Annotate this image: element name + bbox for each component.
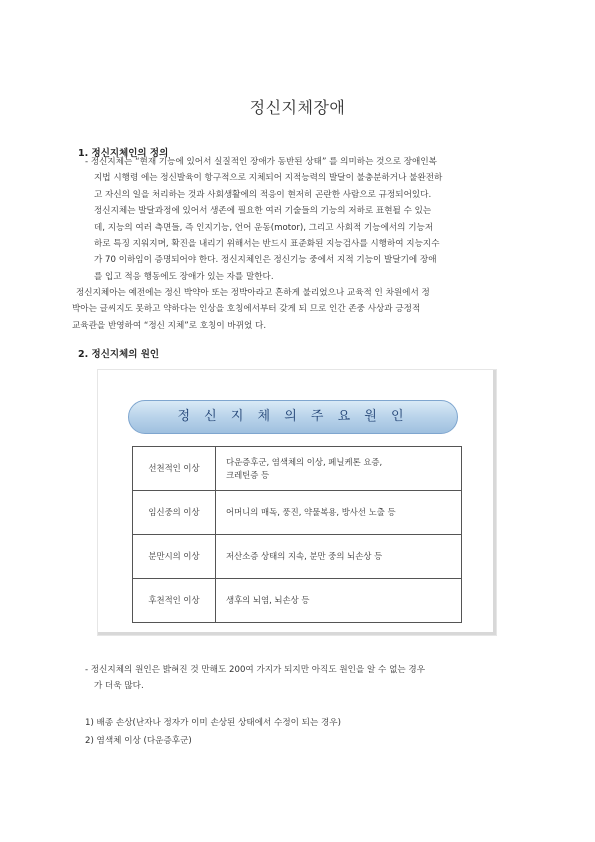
text-line: 정신지체는 발달과정에 있어서 생존에 필요한 여러 기술들의 기능의 저하로 표현될 수 있는: [94, 206, 432, 217]
causes-table: [132, 446, 462, 623]
text-line: 가 더욱 많다.: [94, 681, 144, 692]
text-line: 고 자신의 일을 처리하는 것과 사회생활에의 적응이 현저히 곤란한 사람으로 규정되어있다.: [94, 189, 432, 200]
cause-value: [216, 447, 462, 491]
definition-paragraph: [85, 154, 525, 285]
cause-label: 선천적인 이상: [133, 447, 216, 491]
cause-label: 임신중의 이상: [133, 491, 216, 535]
text-line: 교육관을 반영하여 “정신 지체”로 호칭이 바뀌었 다.: [72, 320, 267, 331]
cause-label: 후천적인 이상: [133, 579, 216, 623]
causes-figure: [98, 370, 496, 635]
page-title: 정신지체장애: [249, 98, 346, 117]
list-item: 1) 배종 손상(난자나 정자가 이미 손상된 상태에서 수정이 되는 경우): [85, 718, 341, 728]
section-1-heading: 1. 정신지체인의 정의: [78, 148, 169, 159]
text-line: - 정신지체의 원인은 밝혀진 것 만해도 200여 가지가 되지만 아직도 원인을 알 수 없는 경우: [85, 665, 426, 675]
cause-value: 어머니의 매독, 풍진, 약물복용, 방사선 노출 등: [216, 491, 462, 535]
table-row: [133, 579, 462, 623]
cause-value: 생후의 뇌염, 뇌손상 등: [216, 579, 462, 623]
figure-banner: 정 신 지 체 의 주 요 원 인: [128, 400, 458, 434]
cause-label: 분만시의 이상: [133, 535, 216, 579]
section-2-heading: 2. 정신지체의 원인: [78, 349, 160, 360]
table-row: [133, 491, 462, 535]
causes-paragraph: [85, 662, 525, 695]
text-line: - 정신지체는 “현재 기능에 있어서 실질적인 장애가 동반된 상태” 를 의미하는 것으로 장애인복: [85, 157, 437, 167]
text-line: 정신지체아는 예전에는 정신 박약아 또는 정박아라고 흔하게 불리었으나 교육적 인 차원에서 정: [76, 288, 430, 298]
text-line: 하로 특징 지워지며, 확진을 내리기 위해서는 반드시 표준화된 지능검사를 시행하여 지능지수: [94, 239, 440, 250]
text-line: 박아는 글씨지도 못하고 약하다는 인상을 호칭에서부터 갖게 되 므로 인간 존중 사상과 긍정적: [72, 304, 421, 315]
cause-value-text: 다운증후군, 염색체의 이상, 페닐케톤 요증, 크레틴증 등: [226, 456, 383, 480]
text-line: 데, 지능의 여러 측면들, 즉 인지기능, 언어 운동(motor), 그리고 사회적 기능에서의 기능저: [94, 222, 434, 233]
cause-value: 저산소증 상태의 지속, 분만 중의 뇌손상 등: [216, 535, 462, 579]
text-line: 를 입고 적응 행동에도 장애가 있는 자를 말한다.: [94, 271, 274, 282]
list-item: 2) 염색체 이상 (다운증후군): [85, 736, 192, 746]
table-row: [133, 447, 462, 491]
naming-paragraph: [72, 285, 527, 334]
text-line: 가 70 이하임이 증명되어야 한다. 정신지체인은 정신기능 중에서 지적 기능이 발달기에 장애: [94, 255, 437, 266]
table-row: [133, 535, 462, 579]
text-line: 지법 시행령 에는 정신발육이 항구적으로 지체되어 지적능력의 발달이 불충분하거나 불완전하: [94, 173, 443, 184]
